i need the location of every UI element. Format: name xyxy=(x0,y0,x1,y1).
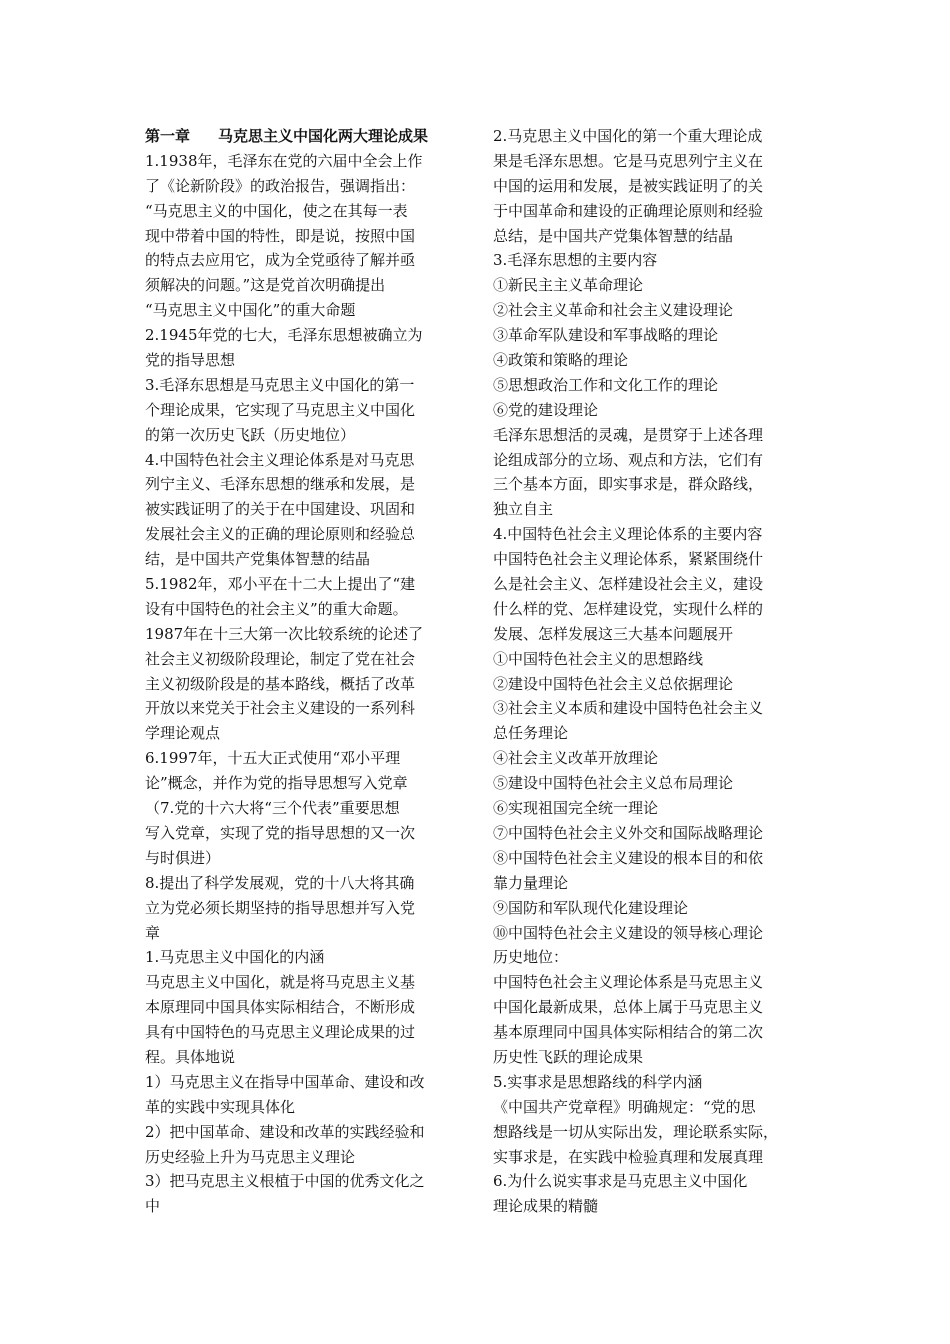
text-line: 章 xyxy=(145,923,161,942)
text-line: 立为党必须长期坚持的指导思想并写入党 xyxy=(145,898,416,917)
left-column xyxy=(145,124,463,1219)
text-line: 的第一次历史飞跃（历史地位） xyxy=(145,425,356,444)
text-line: 2.1945年党的七大，毛泽东思想被确立为 xyxy=(145,326,423,345)
text-line: 与时俱进） xyxy=(145,848,221,867)
text-line: 4.中国特色社会主义理论体系的主要内容 xyxy=(493,525,763,544)
text-line: 靠力量理论 xyxy=(493,873,569,892)
chapter-number: 第一章 xyxy=(145,127,191,145)
text-line: 5.1982年，邓小平在十二大上提出了“建 xyxy=(145,575,416,594)
text-line: 3.毛泽东思想的主要内容 xyxy=(493,251,658,270)
text-line: 个理论成果，它实现了马克思主义中国化 xyxy=(145,400,416,419)
text-line: 学理论观点 xyxy=(145,724,221,743)
text-line: 中 xyxy=(145,1197,161,1216)
text-line: ⑥实现祖国完全统一理论 xyxy=(493,799,659,818)
text-line: 主义初级阶段是的基本路线，概括了改革 xyxy=(145,674,416,693)
text-line: ⑥党的建设理论 xyxy=(493,400,599,419)
text-line: 4.中国特色社会主义理论体系是对马克思 xyxy=(145,450,415,469)
text-line: ③革命军队建设和军事战略的理论 xyxy=(493,326,719,345)
text-line: ④政策和策略的理论 xyxy=(493,351,629,370)
text-line: 5.实事求是思想路线的科学内涵 xyxy=(493,1072,703,1091)
right-column xyxy=(493,124,807,1219)
text-line: 独立自主 xyxy=(493,500,554,519)
text-line: 么是社会主义、怎样建设社会主义，建设 xyxy=(493,575,764,594)
text-line: “马克思主义的中国化，使之在其每一表 xyxy=(145,201,408,220)
text-line: （7.党的十六大将“三个代表”重要思想 xyxy=(145,799,400,818)
text-line: ③社会主义本质和建设中国特色社会主义 xyxy=(493,699,764,718)
text-line: 马克思主义中国化，就是将马克思主义基 xyxy=(145,973,416,992)
text-line: 历史地位： xyxy=(493,948,569,967)
chapter-title xyxy=(145,124,463,149)
chapter-heading: 马克思主义中国化两大理论成果 xyxy=(218,127,429,145)
text-line: 现中带着中国的特性，即是说，按照中国 xyxy=(145,226,416,245)
text-line: 了《论新阶段》的政治报告，强调指出： xyxy=(145,176,416,195)
text-line: ①中国特色社会主义的思想路线 xyxy=(493,649,704,668)
text-line: 什么样的党、怎样建设党，实现什么样的 xyxy=(493,599,764,618)
text-line: 被实践证明了的关于在中国建设、巩固和 xyxy=(145,500,416,519)
text-line: ⑤建设中国特色社会主义总布局理论 xyxy=(493,774,734,793)
text-line: 的特点去应用它，成为全党亟待了解并亟 xyxy=(145,251,416,270)
text-line: 论组成部分的立场、观点和方法，它们有 xyxy=(493,450,764,469)
text-line: 理论成果的精髓 xyxy=(493,1197,599,1216)
text-line: ④社会主义改革开放理论 xyxy=(493,749,659,768)
text-line: ⑩中国特色社会主义建设的领导核心理论 xyxy=(493,923,764,942)
text-line: ⑨国防和军队现代化建设理论 xyxy=(493,898,689,917)
text-line: 本原理同中国具体实际相结合，不断形成 xyxy=(145,998,416,1017)
text-line: 1）马克思主义在指导中国革命、建设和改 xyxy=(145,1072,425,1091)
text-line: 果是毛泽东思想。它是马克思列宁主义在 xyxy=(493,151,764,170)
text-line: 论”概念，并作为党的指导思想写入党章 xyxy=(145,774,408,793)
text-line: 想路线是一切从实际出发，理论联系实际， xyxy=(493,1122,779,1141)
text-line: 发展、怎样发展这三大基本问题展开 xyxy=(493,624,734,643)
text-line: 8.提出了科学发展观，党的十八大将其确 xyxy=(145,873,415,892)
text-line: 设有中国特色的社会主义”的重大命题。 xyxy=(145,599,408,618)
text-line: ⑤思想政治工作和文化工作的理论 xyxy=(493,375,719,394)
text-line: 程。具体地说 xyxy=(145,1047,236,1066)
text-line: 于中国革命和建设的正确理论原则和经验 xyxy=(493,201,764,220)
text-line: 1.1938年，毛泽东在党的六届中全会上作 xyxy=(145,151,423,170)
text-line: 1.马克思主义中国化的内涵 xyxy=(145,948,325,967)
text-line: ①新民主主义革命理论 xyxy=(493,276,644,295)
text-line: 中国的运用和发展，是被实践证明了的关 xyxy=(493,176,764,195)
text-line: 社会主义初级阶段理论，制定了党在社会 xyxy=(145,649,416,668)
text-line: ⑦中国特色社会主义外交和国际战略理论 xyxy=(493,823,764,842)
text-line: 6.为什么说实事求是马克思主义中国化 xyxy=(493,1172,748,1191)
text-line: ⑧中国特色社会主义建设的根本目的和依 xyxy=(493,848,764,867)
text-line: 《中国共产党章程》明确规定：“党的思 xyxy=(493,1097,756,1116)
text-line: 中国特色社会主义理论体系是马克思主义 xyxy=(493,973,764,992)
text-line: 实事求是，在实践中检验真理和发展真理 xyxy=(493,1147,764,1166)
text-line: 总任务理论 xyxy=(493,724,569,743)
text-line: 1987年在十三大第一次比较系统的论述了 xyxy=(145,624,424,643)
text-line: 写入党章，实现了党的指导思想的又一次 xyxy=(145,823,416,842)
text-line: 具有中国特色的马克思主义理论成果的过 xyxy=(145,1023,416,1042)
text-line: 总结，是中国共产党集体智慧的结晶 xyxy=(493,226,734,245)
text-line: 6.1997年，十五大正式使用“邓小平理 xyxy=(145,749,401,768)
text-line: 毛泽东思想活的灵魂，是贯穿于上述各理 xyxy=(493,425,764,444)
text-line: 列宁主义、毛泽东思想的继承和发展，是 xyxy=(145,475,416,494)
text-line: 中国化最新成果，总体上属于马克思主义 xyxy=(493,998,764,1017)
text-line: 历史性飞跃的理论成果 xyxy=(493,1047,644,1066)
text-line: 三个基本方面，即实事求是，群众路线， xyxy=(493,475,764,494)
text-line: 中国特色社会主义理论体系，紧紧围绕什 xyxy=(493,550,764,569)
text-line: ②社会主义革命和社会主义建设理论 xyxy=(493,301,734,320)
text-line: “马克思主义中国化”的重大命题 xyxy=(145,301,356,320)
text-line: 2.马克思主义中国化的第一个重大理论成 xyxy=(493,127,763,145)
text-line: 3）把马克思主义根植于中国的优秀文化之 xyxy=(145,1172,425,1191)
text-line: 革的实践中实现具体化 xyxy=(145,1097,296,1116)
text-line: 结，是中国共产党集体智慧的结晶 xyxy=(145,550,371,569)
text-line: ②建设中国特色社会主义总依据理论 xyxy=(493,674,734,693)
text-line: 2）把中国革命、建设和改革的实践经验和 xyxy=(145,1122,425,1141)
text-line: 基本原理同中国具体实际相结合的第二次 xyxy=(493,1023,764,1042)
text-line: 发展社会主义的正确的理论原则和经验总 xyxy=(145,525,416,544)
text-line: 3.毛泽东思想是马克思主义中国化的第一 xyxy=(145,375,415,394)
text-line: 开放以来党关于社会主义建设的一系列科 xyxy=(145,699,416,718)
text-line: 历史经验上升为马克思主义理论 xyxy=(145,1147,356,1166)
text-line: 党的指导思想 xyxy=(145,351,236,370)
text-line: 须解决的问题。”这是党首次明确提出 xyxy=(145,276,386,295)
